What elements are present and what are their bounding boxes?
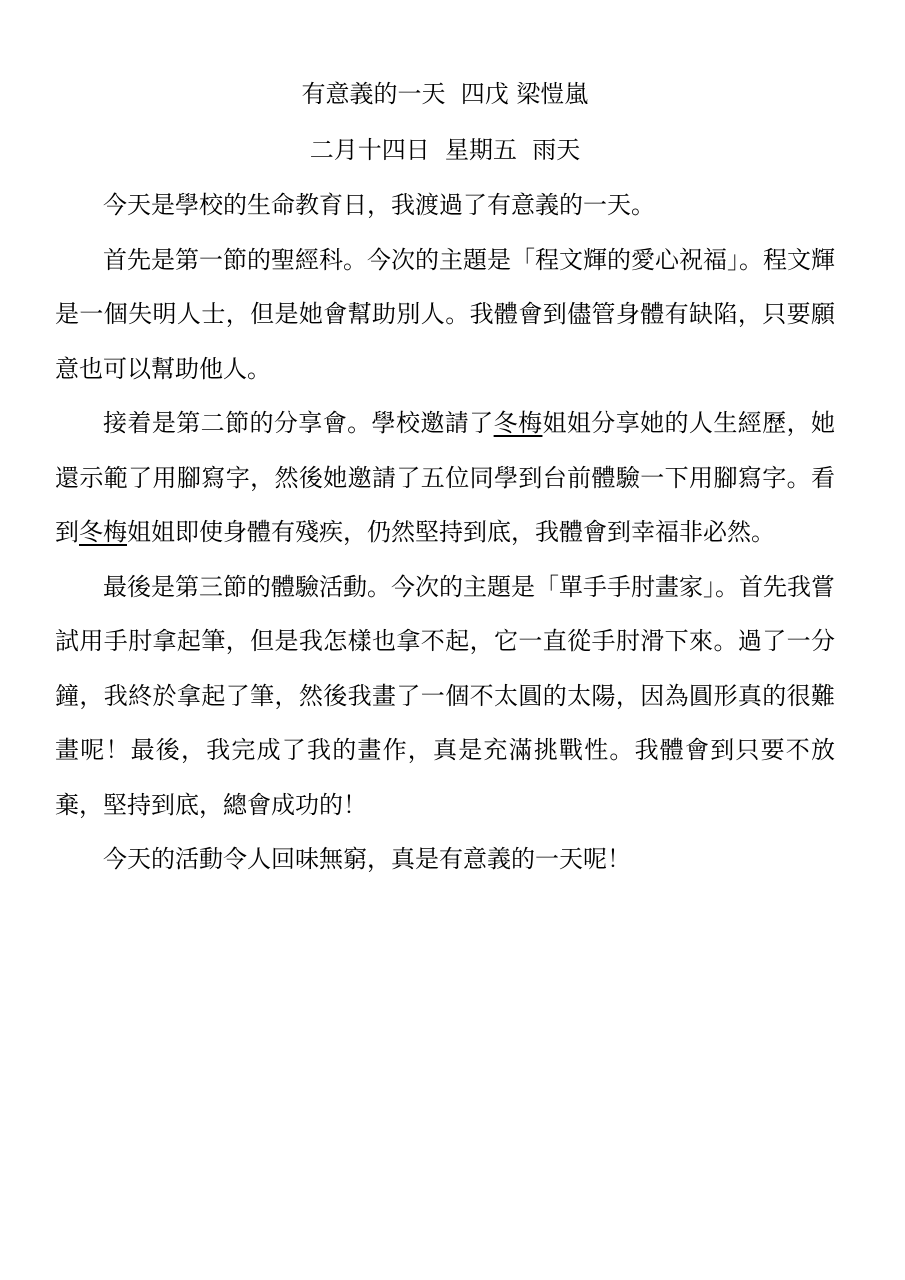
essay-paragraph <box>55 396 835 560</box>
essay-paragraph <box>55 233 835 397</box>
paragraph-text: 今天是學校的生命教育日，我渡過了有意義的一天。 <box>103 191 655 219</box>
paragraph-text: 接着是第二節的分享會。學校邀請了 <box>103 409 494 437</box>
paragraph-text: 最後是第三節的體驗活動。今次的主題是「單手手肘畫家」。首先我嘗試用手肘拿起筆，但是我怎樣也拿不起，它一直從手肘滑下來。過了一分鐘，我終於拿起了筆，然後我畫了一個不太圓的太陽，因為圓形真的很難畫呢！最後，我完成了我的畫作，真是充滿挑戰性。我體會到只要不放棄，堅持到底，總會成功的！ <box>55 572 835 819</box>
essay-paragraph <box>55 832 835 887</box>
essay-paragraph <box>55 178 835 233</box>
paragraph-text: 姐姐分享她的人生經歷，她還示範了用腳寫字，然後她邀請了五位同學到台前體驗一下用腳寫字。看到 <box>55 409 836 546</box>
date-weather-line: 二月十四日 星期五 雨天 <box>309 136 581 164</box>
underlined-name: 冬梅 <box>79 518 127 546</box>
paragraph-text: 姐姐即使身體有殘疾，仍然堅持到底，我體會到幸福非必然。 <box>127 518 775 546</box>
essay-body <box>55 178 835 887</box>
paragraph-text: 今天的活動令人回味無窮，真是有意義的一天呢！ <box>103 845 631 873</box>
paragraph-text: 首先是第一節的聖經科。今次的主題是「程文輝的愛心祝福」。程文輝是一個失明人士，但是她會幫助別人。我體會到儘管身體有缺陷，只要願意也可以幫助他人。 <box>55 245 835 383</box>
underlined-name: 冬梅 <box>493 409 543 437</box>
document-title: 有意義的一天 四戊 梁愷嵐 <box>301 80 589 108</box>
document-page <box>55 72 835 887</box>
essay-paragraph <box>55 560 835 833</box>
